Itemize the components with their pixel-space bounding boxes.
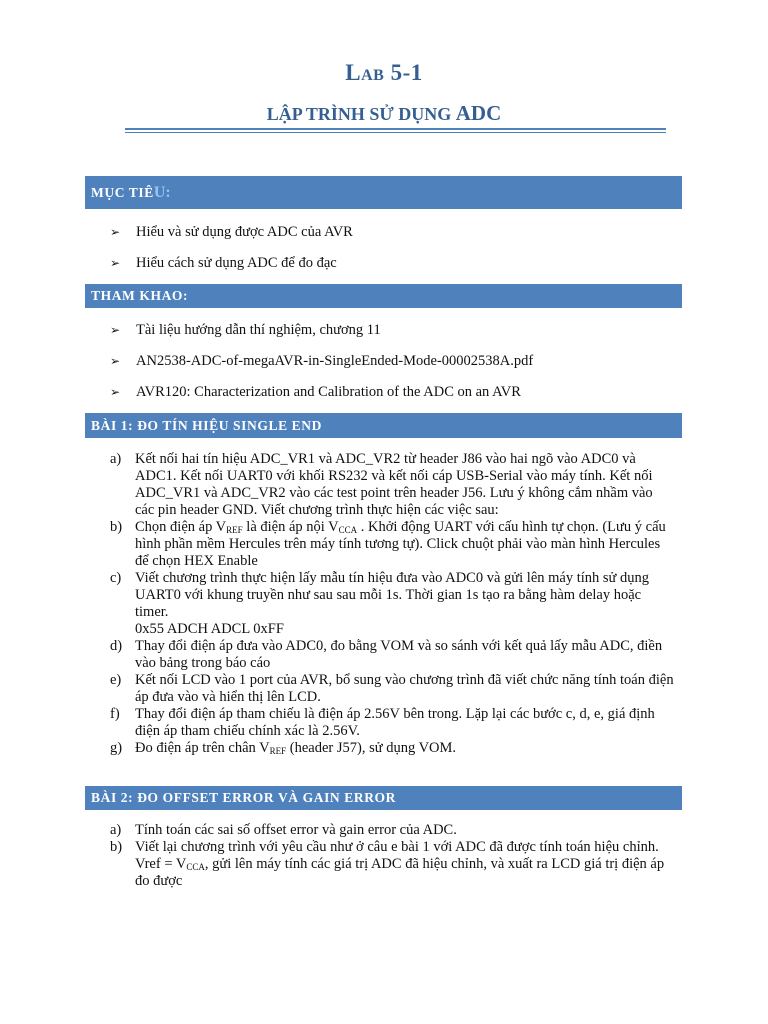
- subtitle-adc: ADC: [455, 101, 502, 125]
- frame-format: 0x55 ADCH ADCL 0xFF: [135, 621, 284, 637]
- arrow-bullet-icon: ➢: [110, 385, 121, 399]
- heading-muc-tieu-main: MỤC TIÊ: [91, 184, 154, 200]
- item-label: f): [110, 706, 120, 722]
- item-label: a): [110, 451, 122, 467]
- list-item: [110, 254, 337, 272]
- item-label: e): [110, 672, 122, 688]
- item-label: a): [110, 822, 122, 838]
- item-text: Thay đổi điện áp đưa vào ADC0, đo bằng VOM và so sánh với kết quả lấy mẫu ADC, điền vào bảng trong báo cáo: [135, 638, 663, 671]
- section-heading-muc-tieu: [85, 176, 682, 209]
- section-heading-tham-khao: THAM KHAO:: [85, 284, 682, 308]
- list-item-text: Hiểu cách sử dụng ADC để đo đạc: [136, 255, 337, 271]
- item-label: b): [110, 839, 123, 855]
- list-item-text: Tài liệu hướng dẫn thí nghiệm, chương 11: [136, 322, 381, 338]
- item-text: Chọn điện áp $V_{REF}$ là điện áp nội $V_{CCA}$ . Khởi động UART với cấu hình tự chọn. (Lưu ý cấu hình phần mềm Hercules trên máy tính tương tự). Click chuột phải vào màn hình Hercules để chọn HEX Enable: [135, 519, 666, 569]
- item-label: c): [110, 570, 122, 586]
- list-item: [110, 519, 675, 570]
- list-item: [110, 451, 675, 519]
- item-text: Viết lại chương trình với yêu cầu như ở câu e bài 1 với ADC đã được tính toán hiệu chỉnh. Vref = $V_{CCA}$, gửi lên máy tính các giá trị ADC đã hiệu chỉnh, và xuất ra LCD giá trị điện áp đo được: [135, 839, 665, 889]
- list-item-text: AVR120: Characterization and Calibration of the ADC on an AVR: [136, 384, 521, 400]
- list-item-text: Hiểu và sử dụng được ADC của AVR: [136, 224, 353, 240]
- lab-title: Lab 5-1: [345, 60, 423, 85]
- heading-muc-tieu-tail: U:: [153, 183, 171, 201]
- arrow-bullet-icon: ➢: [110, 225, 121, 239]
- item-label: d): [110, 638, 123, 654]
- item-text: Thay đổi điện áp tham chiếu là điện áp 2.56V bên trong. Lặp lại các bước c, d, e, giá định điện áp tham chiếu chính xác là 2.56V.: [135, 706, 655, 739]
- list-item: [110, 839, 675, 890]
- item-label: b): [110, 519, 123, 535]
- title-rule-thick: [125, 128, 666, 130]
- list-item: [110, 638, 675, 672]
- list-item-text: AN2538-ADC-of-megaAVR-in-SingleEnded-Mode-00002538A.pdf: [136, 353, 534, 369]
- arrow-bullet-icon: ➢: [110, 323, 121, 337]
- list-item: [110, 223, 353, 241]
- arrow-bullet-icon: ➢: [110, 256, 121, 270]
- list-item: [110, 383, 521, 401]
- list-item: [110, 352, 533, 370]
- item-text: Kết nối LCD vào 1 port của AVR, bổ sung vào chương trình đã viết chức năng tính toán điện áp đưa vào và hiển thị lên LCD.: [135, 672, 674, 705]
- lab-subtitle: [0, 101, 768, 126]
- section-heading-bai-1: BÀI 1: ĐO TÍN HIỆU SINGLE END: [85, 413, 682, 438]
- list-item: [110, 672, 675, 706]
- item-text: Viết chương trình thực hiện lấy mẫu tín hiệu đưa vào ADC0 và gửi lên máy tính sử dụng UART0 với khung truyền như sau sau mỗi 1s. Thời gian 1s tạo ra bằng hàm delay hoặc timer.: [135, 570, 650, 620]
- arrow-bullet-icon: ➢: [110, 354, 121, 368]
- list-item: [110, 706, 675, 740]
- list-item: [110, 570, 675, 638]
- subtitle-main: LẬP TRÌNH SỬ DỤNG: [266, 104, 452, 124]
- item-text: Tính toán các sai số offset error và gain error của ADC.: [135, 822, 457, 838]
- title-rule-thin: [125, 132, 666, 133]
- list-item: [110, 321, 381, 339]
- item-label: g): [110, 740, 123, 756]
- exercise-1-list: [110, 451, 675, 757]
- section-heading-bai-2: BÀI 2: ĐO OFFSET ERROR VÀ GAIN ERROR: [85, 786, 682, 810]
- exercise-2-list: [110, 822, 675, 890]
- list-item: [110, 740, 675, 757]
- list-item: [110, 822, 675, 839]
- item-text: Đo điện áp trên chân $V_{REF}$ (header J57), sử dụng VOM.: [135, 740, 457, 756]
- item-text: Kết nối hai tín hiệu ADC_VR1 và ADC_VR2 từ header J86 vào hai ngõ vào ADC0 và ADC1. Kết nối UART0 với khối RS232 và kết nối cáp USB-Serial vào máy tính. Kết nối ADC_VR1 và ADC_VR2 vào các test point trên header J56. Lưu ý không cắm nhầm vào các pin header GND. Viết chương trình thực hiện các việc sau:: [135, 451, 653, 518]
